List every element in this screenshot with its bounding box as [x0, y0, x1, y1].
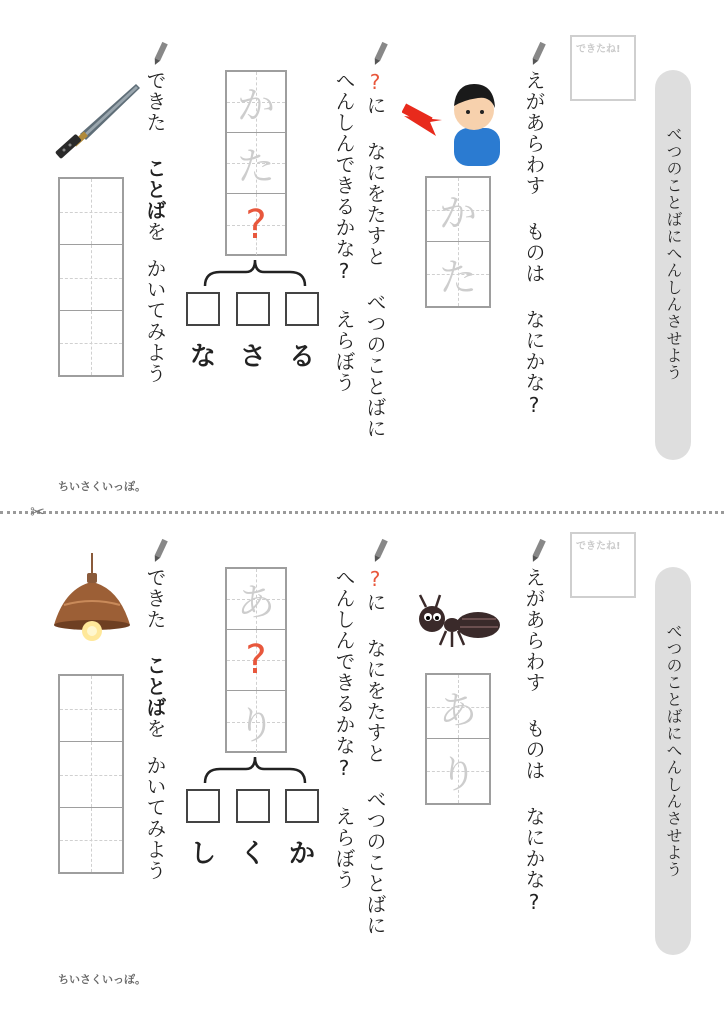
done-stamp-box[interactable] [570, 35, 636, 101]
q3-bold-word: ことば [143, 655, 167, 718]
answer-cell[interactable] [427, 675, 489, 739]
choice-checkbox[interactable] [236, 789, 270, 823]
q3-bold-word: ことば [143, 158, 167, 221]
q3-line1-text: できた [143, 70, 167, 158]
choice-char: か [288, 839, 315, 869]
done-stamp-box[interactable] [570, 532, 636, 598]
q3-answer-grid[interactable] [58, 177, 124, 377]
choice-char: な [189, 342, 216, 372]
brace-icon [200, 258, 310, 288]
ghost-char: あ [236, 580, 275, 625]
title-text: べつのことばにへんしんさせよう [664, 126, 683, 381]
q2-instruction-line1 [362, 567, 388, 936]
title-banner [655, 70, 691, 460]
pencil-icon [530, 40, 546, 68]
brand-logo: ちいさくいっぽ。 [58, 973, 146, 986]
answer-cell[interactable] [427, 242, 489, 306]
q2-instruction-line2: へんしんできるかな? えらぼう [332, 567, 356, 890]
choice-char: し [189, 839, 216, 869]
choice-checkbox[interactable] [236, 292, 270, 326]
ghost-char: り [438, 752, 477, 797]
word-cell [227, 569, 285, 630]
q3-line1-end: を [143, 718, 167, 739]
sword-icon [50, 80, 142, 162]
choice-char: さ [239, 342, 266, 372]
q3-instruction-line2: かいてみよう [143, 258, 167, 384]
ghost-char: た [236, 144, 275, 189]
scissors-icon: ✂ [30, 502, 46, 523]
ghost-char: り [236, 703, 275, 747]
choice-checkbox[interactable] [186, 789, 220, 823]
q1-answer-grid[interactable] [425, 176, 491, 308]
pencil-icon [530, 537, 546, 565]
worksheet-top [0, 0, 724, 500]
q2-line1-text: に なにをたすと べつのことばに [363, 592, 387, 936]
word-cell [227, 691, 285, 752]
ghost-char: か [438, 191, 477, 235]
done-label: できたね! [576, 44, 621, 55]
q1-instruction: えがあらわす ものは なにかな? [522, 567, 546, 915]
q3-instruction-line2: かいてみよう [143, 755, 167, 881]
q3-instruction-line1 [142, 70, 168, 242]
answer-cell[interactable] [60, 742, 122, 808]
q1-answer-grid[interactable] [425, 673, 491, 805]
q3-line1-text: できた [143, 567, 167, 655]
answer-cell[interactable] [60, 311, 122, 375]
title-banner [655, 567, 691, 955]
pencil-icon [152, 537, 168, 565]
ant-icon [410, 593, 502, 651]
q2-question-mark: ? [363, 567, 387, 592]
shoulder-icon [402, 70, 502, 166]
q1-instruction: えがあらわす ものは なにかな? [522, 70, 546, 418]
pencil-icon [372, 537, 388, 565]
answer-cell[interactable] [60, 676, 122, 742]
q2-word-grid [225, 70, 287, 256]
q3-answer-grid[interactable] [58, 674, 124, 874]
missing-char-mark: ? [245, 637, 267, 683]
choice-checkbox[interactable] [285, 789, 319, 823]
q2-instruction-line1 [362, 70, 388, 439]
choice-char: る [288, 342, 315, 372]
q2-word-grid [225, 567, 287, 753]
choice-checkbox[interactable] [186, 292, 220, 326]
done-label: できたね! [576, 541, 621, 552]
pencil-icon [152, 40, 168, 68]
brace-icon [200, 755, 310, 785]
q3-instruction-line1 [142, 567, 168, 739]
word-cell [227, 194, 285, 255]
choice-checkbox[interactable] [285, 292, 319, 326]
missing-char-mark: ? [245, 201, 267, 248]
ghost-char: か [236, 83, 275, 128]
choice-char: く [239, 839, 266, 869]
ghost-char: た [438, 255, 477, 300]
worksheet-bottom [0, 497, 724, 997]
q3-line1-end: を [143, 221, 167, 242]
ghost-char: あ [438, 688, 477, 732]
q2-line1-text: に なにをたすと べつのことばに [363, 95, 387, 439]
q2-instruction-line2: へんしんできるかな? えらぼう [332, 70, 356, 393]
answer-cell[interactable] [60, 245, 122, 311]
pencil-icon [372, 40, 388, 68]
title-text: べつのことばにへんしんさせよう [664, 623, 683, 878]
lamp-icon [44, 553, 140, 649]
q2-question-mark: ? [363, 70, 387, 95]
word-cell [227, 72, 285, 133]
answer-cell[interactable] [60, 808, 122, 872]
word-cell [227, 133, 285, 194]
answer-cell[interactable] [427, 178, 489, 242]
answer-cell[interactable] [427, 739, 489, 803]
answer-cell[interactable] [60, 179, 122, 245]
brand-logo: ちいさくいっぽ。 [58, 480, 146, 493]
word-cell [227, 630, 285, 691]
